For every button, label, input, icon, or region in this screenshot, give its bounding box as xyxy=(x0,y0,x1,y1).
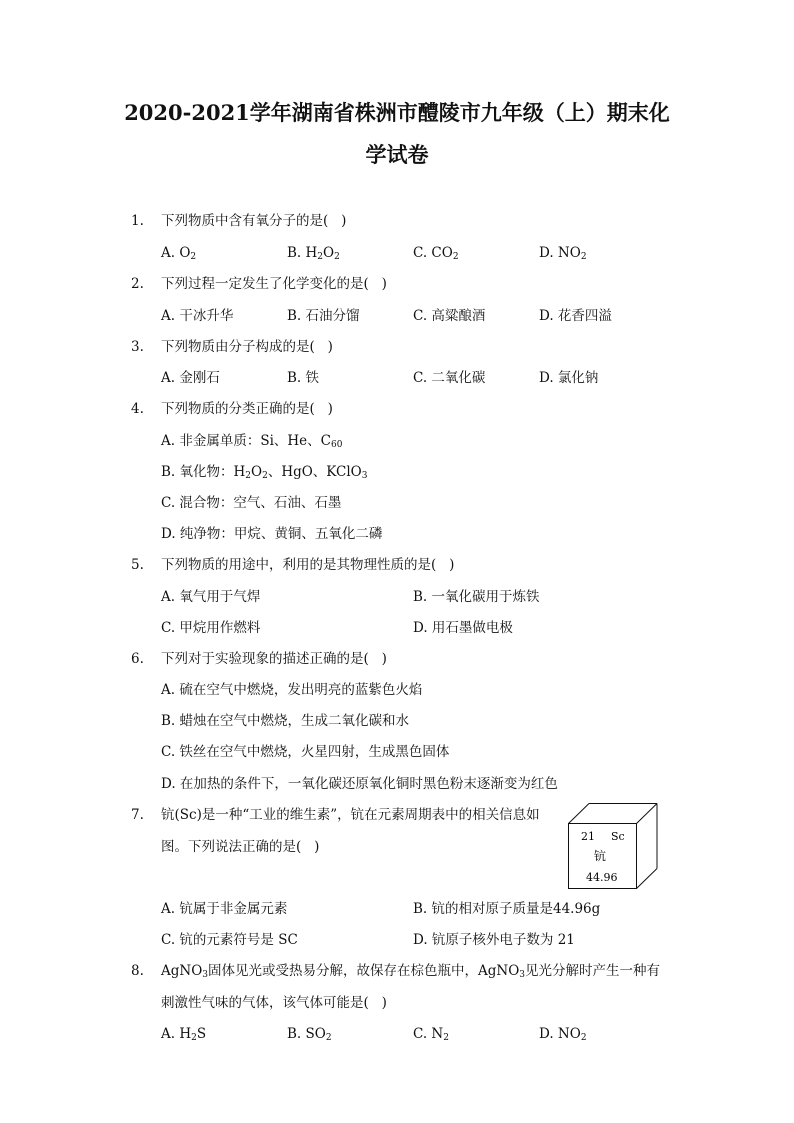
option-a: A. 非金属单质：Si、He、$C_{60}$ xyxy=(161,433,343,450)
element-name: 钪 xyxy=(594,849,607,863)
option-b: B. 钪的相对原子质量是44.96g xyxy=(413,901,601,917)
element-symbol: Sc xyxy=(611,830,625,843)
question-stem-line-2: 刺激性气味的气体，该气体可能是( ) xyxy=(161,995,387,1011)
question-stem: 下列过程一定发生了化学变化的是( ) xyxy=(161,276,387,292)
option-c: C. $CO_2$ xyxy=(413,245,459,262)
question-stem: 下列物质的用途中，利用的是其物理性质的是( ) xyxy=(161,557,455,573)
question-number: 2. xyxy=(131,276,144,292)
option-d: D. $NO_2$ xyxy=(539,1026,587,1043)
option-b: B. 蜡烛在空气中燃烧，生成二氧化碳和水 xyxy=(161,713,410,729)
question-number: 3. xyxy=(131,339,144,355)
option-d: D. 纯净物：甲烷、黄铜、五氧化二磷 xyxy=(161,526,383,542)
option-a: A. 钪属于非金属元素 xyxy=(161,901,288,917)
option-d: D. 在加热的条件下，一氧化碳还原氧化铜时黑色粉末逐渐变为红色 xyxy=(161,776,558,792)
option-c: C. 铁丝在空气中燃烧，火星四射，生成黑色固体 xyxy=(161,744,450,760)
question-number: 7. xyxy=(131,807,144,823)
option-d: D. 钪原子核外电子数为 21 xyxy=(413,932,575,948)
option-b: B. 氧化物：$H_2O_2$、HgO、KClO$_3$ xyxy=(161,464,368,481)
option-d: D. 花香四溢 xyxy=(539,308,612,324)
option-b: B. $H_2O_2$ xyxy=(287,245,340,262)
option-c: C. 混合物：空气、石油、石墨 xyxy=(161,495,342,511)
question-stem: 下列物质中含有氧分子的是( ) xyxy=(161,213,347,229)
option-a: A. $H_2S$ xyxy=(161,1026,207,1043)
option-b: B. 石油分馏 xyxy=(287,308,360,324)
title-line-2: 学试卷 xyxy=(365,142,429,167)
question-number: 1. xyxy=(131,213,144,229)
option-b: B. 铁 xyxy=(287,370,320,386)
option-b: B. 一氧化碳用于炼铁 xyxy=(413,589,540,605)
element-mass: 44.96 xyxy=(586,871,618,884)
option-a: A. 硫在空气中燃烧，发出明亮的蓝紫色火焰 xyxy=(161,682,423,698)
option-a: A. $O_2$ xyxy=(161,245,197,262)
question-stem-line-2: 图。下列说法正确的是( ) xyxy=(161,839,320,855)
title-line-1: 2020-2021学年湖南省株洲市醴陵市九年级（上）期末化 xyxy=(124,100,670,125)
question-stem: 钪(Sc)是一种“工业的维生素”，钪在元素周期表中的相关信息如 xyxy=(161,807,540,823)
question-stem: 下列物质的分类正确的是( ) xyxy=(161,401,333,417)
option-d: D. 用石墨做电极 xyxy=(413,620,513,636)
question-number: 8. xyxy=(131,963,144,979)
question-stem: 下列对于实验现象的描述正确的是( ) xyxy=(161,651,387,667)
option-d: D. 氯化钠 xyxy=(539,370,599,386)
page-title xyxy=(100,92,694,176)
option-c: C. 二氧化碳 xyxy=(413,370,486,386)
question-stem: 下列物质由分子构成的是( ) xyxy=(161,339,333,355)
option-c: C. 高粱酿酒 xyxy=(413,308,486,324)
option-a: A. 金刚石 xyxy=(161,370,220,386)
option-a: A. 氧气用于气焊 xyxy=(161,589,261,605)
option-c: C. 钪的元素符号是 SC xyxy=(161,932,298,948)
element-number: 21 xyxy=(581,830,595,843)
question-number: 5. xyxy=(131,557,144,573)
option-a: A. 干冰升华 xyxy=(161,308,234,324)
option-c: C. 甲烷用作燃料 xyxy=(161,620,261,636)
option-b: B. $SO_2$ xyxy=(287,1026,332,1043)
element-card-scandium xyxy=(568,803,660,889)
question-number: 6. xyxy=(131,651,144,667)
option-c: C. $N_2$ xyxy=(413,1026,449,1043)
option-d: D. $NO_2$ xyxy=(539,245,587,262)
question-stem: AgNO$_3$固体见光或受热易分解，故保存在棕色瓶中，AgNO$_3$见光分解时产生一种有 xyxy=(161,963,661,980)
question-number: 4. xyxy=(131,401,144,417)
